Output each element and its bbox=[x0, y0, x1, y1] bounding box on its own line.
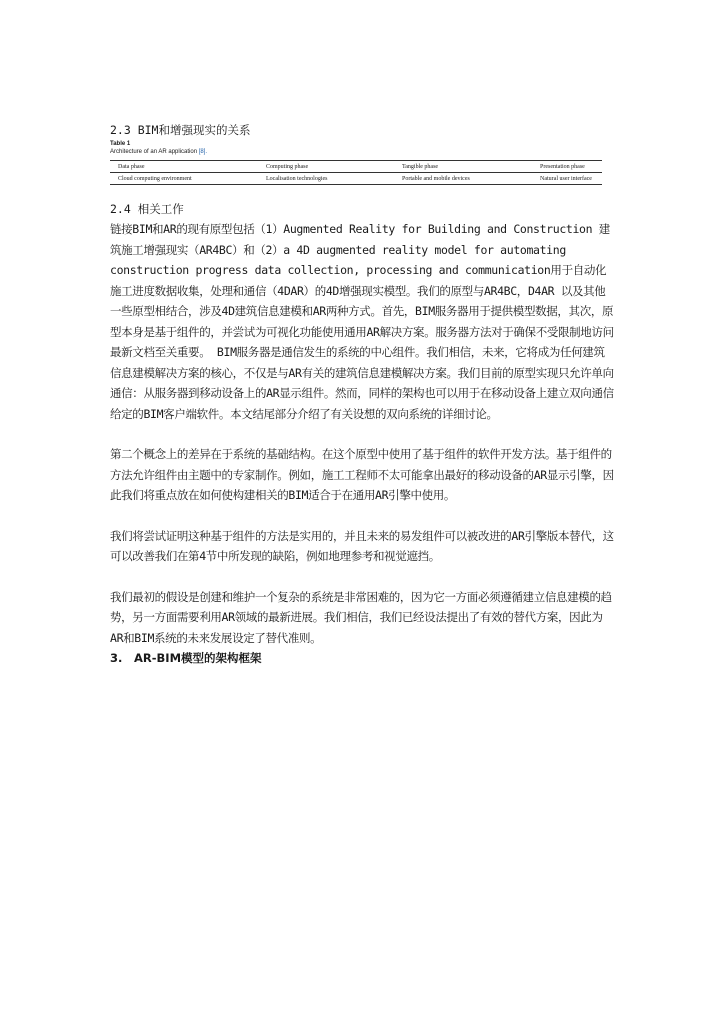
section-3-heading bbox=[110, 648, 615, 668]
table-header-cell: Data phase bbox=[110, 161, 258, 173]
paragraph: 我们将尝试证明这种基于组件的方法是实用的，并且未来的易发组件可以被改进的AR引擎版本替代，这可以改善我们在第4节中所发现的缺陷，例如地理参考和视觉遮挡。 bbox=[110, 528, 614, 563]
document-page bbox=[110, 120, 615, 668]
section-2-3-title: 2.3 BIM和增强现实的关系 bbox=[110, 123, 251, 137]
paragraph: 链接BIM和AR的现有原型包括（1）Augmented Reality for Building and Construction 建筑施工增强现实（AR4BC）和（2）a 4D augmented reality model for automating construction progress data collection, processing and communication用于自动化施工进度数据收集，处理和通信（4DAR）的4D增强现实模型。我们的原型与AR4BC，D4AR 以及其他一些原型相结合，涉及4D建筑信息建模和AR两种方式。首先，BIM服务器用于提供模型数据，其次，原型本身是基于组件的，并尝试为可视化功能使用通用AR解决方案。服务器方法对于确保不受限制地访问最新文档至关重要。 BIM服务器是通信发生的系统的中心组件。我们相信，未来，它将成为任何建筑信息建模解决方案的核心，不仅是与AR有关的建筑信息建模解决方案。我们目前的原型实现只允许单向通信：从服务器到移动设备上的AR显示组件。然而，同样的架构也可以用于在移动设备上建立双向通信给定的BIM客户端软件。本文结尾部分介绍了有关设想的双向系统的详细讨论。 bbox=[110, 222, 614, 421]
table-cell: Portable and mobile devices bbox=[394, 173, 532, 185]
table-caption-text: Architecture of an AR application bbox=[110, 149, 199, 155]
paragraph: 我们最初的假设是创建和维护一个复杂的系统是非常困难的，因为它一方面必须遵循建立信息建模的趋势，另一方面需要利用AR领域的最新进展。我们相信，我们已经设法提出了有效的替代方案，因此为AR和BIM系统的未来发展设定了替代准则。 bbox=[110, 589, 612, 645]
table-header-cell: Presentation phase bbox=[532, 161, 602, 173]
section-3-number: 3. bbox=[110, 651, 123, 665]
table-header-cell: Computing phase bbox=[258, 161, 394, 173]
table-cell: Cloud computing environment bbox=[110, 173, 258, 185]
architecture-table bbox=[110, 160, 602, 185]
table-cell: Localisation technologies bbox=[258, 173, 394, 185]
paragraph: 第二个概念上的差异在于系统的基础结构。在这个原型中使用了基于组件的软件开发方法。基于组件的方法允许组件由主题中的专家制作。例如，施工工程师不太可能拿出最好的移动设备的AR显示引擎，因此我们将重点放在如何使构建相关的BIM适合于在通用AR引擎中使用。 bbox=[110, 447, 614, 502]
section-3-title: AR-BIM模型的架构框架 bbox=[134, 651, 262, 665]
table-header-cell: Tangible phase bbox=[394, 161, 532, 173]
table-header-row bbox=[110, 161, 602, 173]
table-label: Table 1 bbox=[110, 141, 131, 147]
table-caption-ref-link[interactable]: [8]. bbox=[198, 149, 208, 155]
table-cell: Natural user interface bbox=[532, 173, 602, 185]
table-row bbox=[110, 173, 602, 185]
section-2-4-title: 2.4 相关工作 bbox=[110, 202, 184, 216]
table-caption bbox=[110, 148, 615, 156]
